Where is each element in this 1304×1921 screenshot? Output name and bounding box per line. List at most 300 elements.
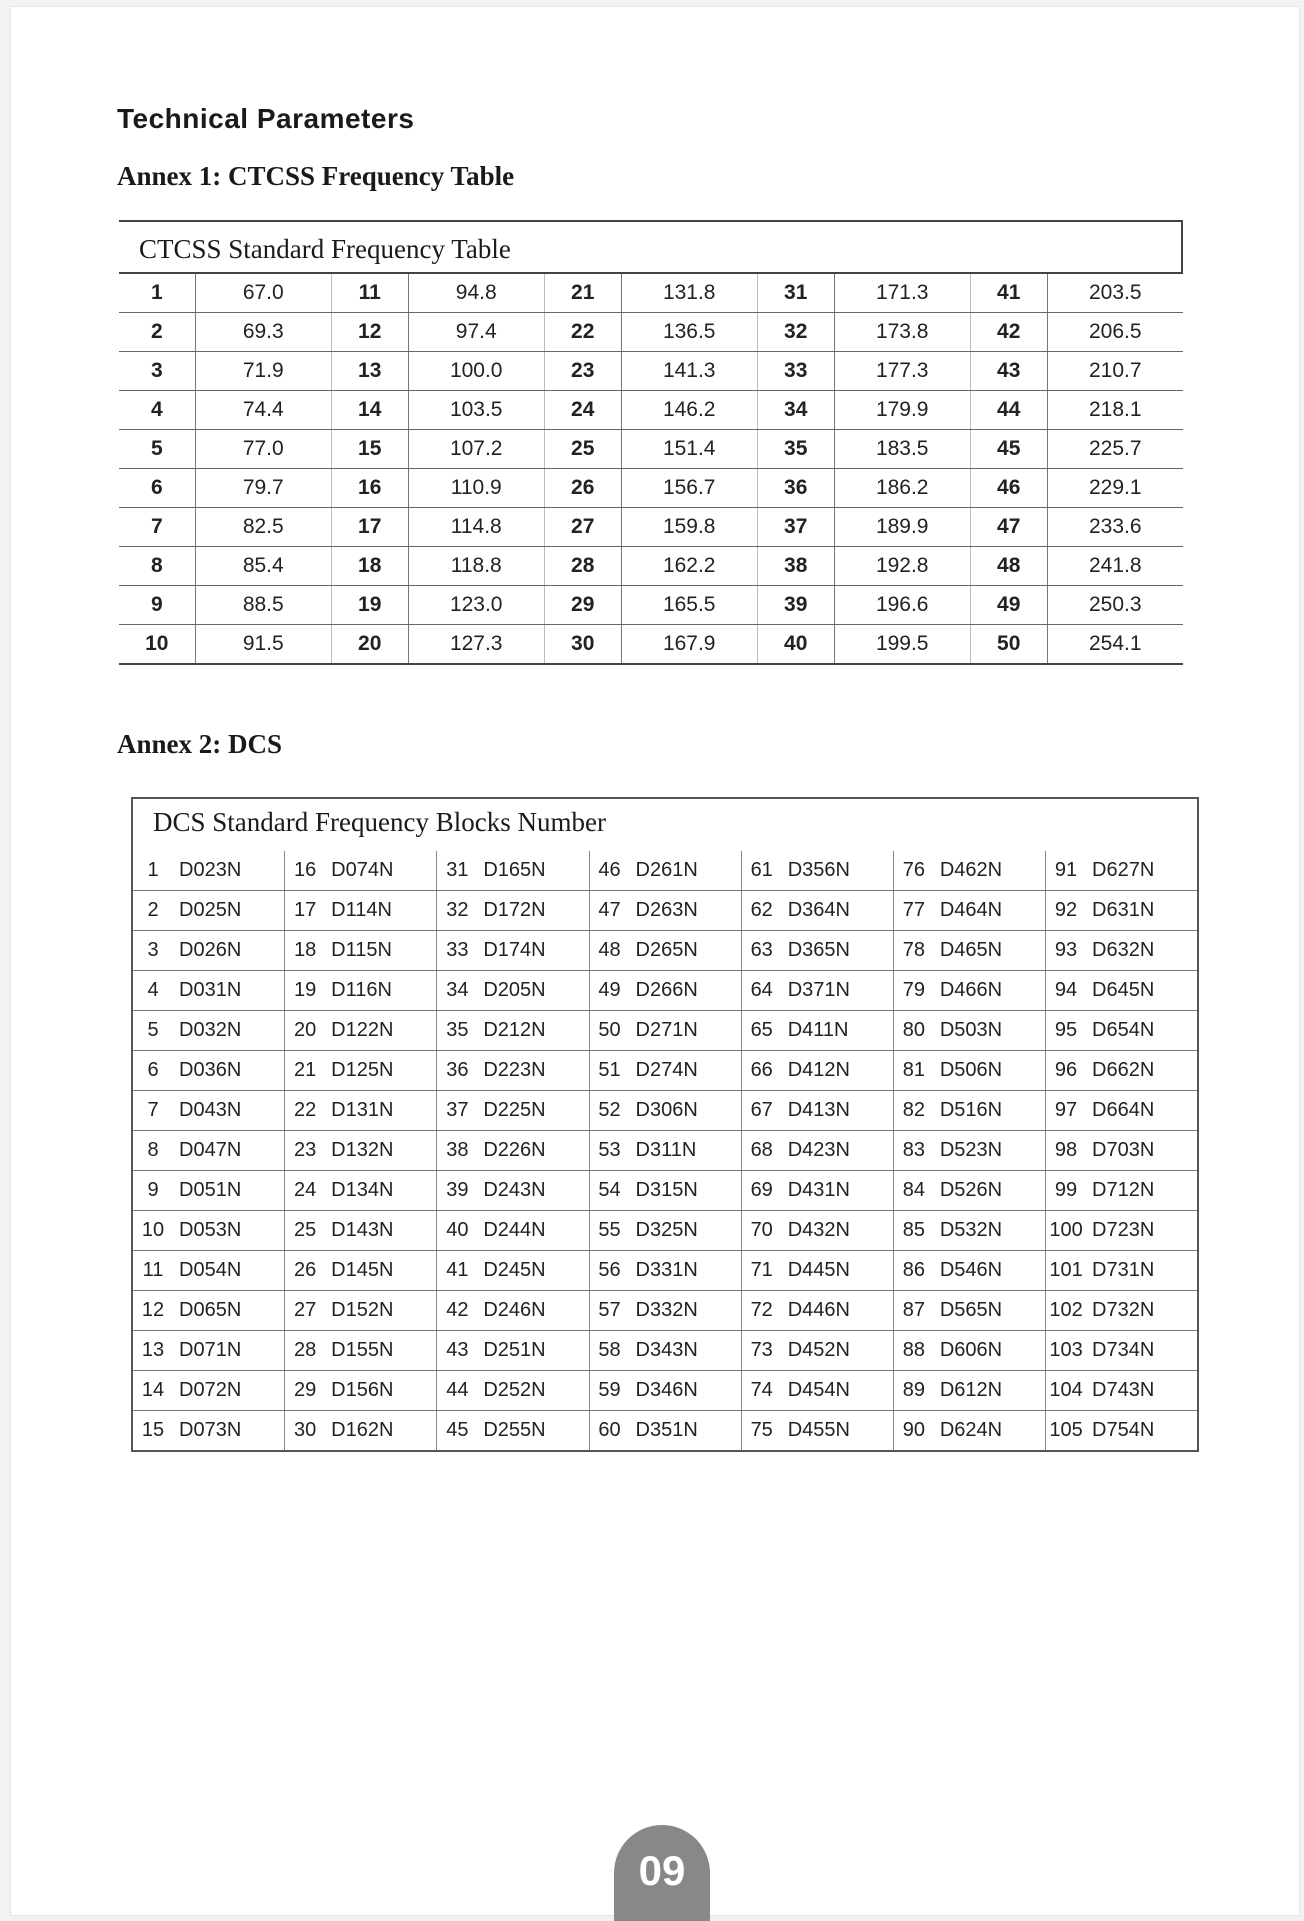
dcs-code: D073N <box>173 1411 285 1451</box>
dcs-index: 92 <box>1046 891 1087 931</box>
dcs-index: 33 <box>437 931 478 971</box>
dcs-index: 24 <box>285 1171 326 1211</box>
ctcss-frequency: 159.8 <box>621 508 757 547</box>
ctcss-index: 43 <box>970 352 1047 391</box>
dcs-code: D245N <box>477 1251 589 1291</box>
dcs-code: D565N <box>934 1291 1046 1331</box>
dcs-code: D072N <box>173 1371 285 1411</box>
ctcss-index: 23 <box>544 352 621 391</box>
ctcss-index: 7 <box>119 508 195 547</box>
dcs-code: D731N <box>1086 1251 1197 1291</box>
dcs-row <box>133 891 1197 931</box>
dcs-code: D266N <box>630 971 742 1011</box>
dcs-index: 64 <box>741 971 782 1011</box>
dcs-code: D455N <box>782 1411 894 1451</box>
dcs-code: D152N <box>325 1291 437 1331</box>
dcs-code: D051N <box>173 1171 285 1211</box>
dcs-code: D423N <box>782 1131 894 1171</box>
dcs-index: 42 <box>437 1291 478 1331</box>
dcs-code: D223N <box>477 1051 589 1091</box>
ctcss-frequency: 218.1 <box>1047 391 1183 430</box>
dcs-code: D371N <box>782 971 894 1011</box>
dcs-index: 41 <box>437 1251 478 1291</box>
dcs-index: 76 <box>893 851 934 891</box>
dcs-code: D134N <box>325 1171 437 1211</box>
ctcss-index: 11 <box>331 273 408 313</box>
dcs-index: 35 <box>437 1011 478 1051</box>
dcs-code: D465N <box>934 931 1046 971</box>
dcs-code: D244N <box>477 1211 589 1251</box>
dcs-row <box>133 971 1197 1011</box>
dcs-index: 21 <box>285 1051 326 1091</box>
dcs-code: D311N <box>630 1131 742 1171</box>
ctcss-index: 12 <box>331 313 408 352</box>
dcs-code: D071N <box>173 1331 285 1371</box>
dcs-code: D723N <box>1086 1211 1197 1251</box>
dcs-row <box>133 1251 1197 1291</box>
ctcss-index: 13 <box>331 352 408 391</box>
dcs-code: D432N <box>782 1211 894 1251</box>
ctcss-frequency: 114.8 <box>408 508 544 547</box>
dcs-table <box>133 851 1197 1450</box>
dcs-index: 48 <box>589 931 630 971</box>
dcs-index: 8 <box>133 1131 173 1171</box>
ctcss-frequency: 189.9 <box>834 508 970 547</box>
dcs-row <box>133 931 1197 971</box>
dcs-code: D225N <box>477 1091 589 1131</box>
dcs-index: 80 <box>893 1011 934 1051</box>
ctcss-index: 27 <box>544 508 621 547</box>
dcs-code: D325N <box>630 1211 742 1251</box>
ctcss-frequency: 225.7 <box>1047 430 1183 469</box>
ctcss-row <box>119 273 1183 313</box>
dcs-row <box>133 1411 1197 1451</box>
ctcss-frequency: 186.2 <box>834 469 970 508</box>
dcs-code: D026N <box>173 931 285 971</box>
dcs-index: 68 <box>741 1131 782 1171</box>
dcs-code: D734N <box>1086 1331 1197 1371</box>
dcs-code: D743N <box>1086 1371 1197 1411</box>
dcs-index: 81 <box>893 1051 934 1091</box>
ctcss-index: 41 <box>970 273 1047 313</box>
ctcss-frequency: 110.9 <box>408 469 544 508</box>
ctcss-frequency: 107.2 <box>408 430 544 469</box>
dcs-code: D265N <box>630 931 742 971</box>
dcs-index: 69 <box>741 1171 782 1211</box>
dcs-index: 57 <box>589 1291 630 1331</box>
dcs-index: 98 <box>1046 1131 1087 1171</box>
dcs-index: 87 <box>893 1291 934 1331</box>
dcs-code: D732N <box>1086 1291 1197 1331</box>
dcs-code: D516N <box>934 1091 1046 1131</box>
dcs-code: D712N <box>1086 1171 1197 1211</box>
ctcss-index: 49 <box>970 586 1047 625</box>
dcs-index: 6 <box>133 1051 173 1091</box>
dcs-code: D116N <box>325 971 437 1011</box>
dcs-code: D143N <box>325 1211 437 1251</box>
ctcss-table-caption: CTCSS Standard Frequency Table <box>139 234 511 264</box>
ctcss-index: 42 <box>970 313 1047 352</box>
dcs-index: 94 <box>1046 971 1087 1011</box>
ctcss-index: 32 <box>757 313 834 352</box>
dcs-index: 86 <box>893 1251 934 1291</box>
dcs-index: 40 <box>437 1211 478 1251</box>
dcs-index: 78 <box>893 931 934 971</box>
dcs-code: D612N <box>934 1371 1046 1411</box>
dcs-code: D053N <box>173 1211 285 1251</box>
ctcss-frequency: 199.5 <box>834 625 970 665</box>
ctcss-frequency: 173.8 <box>834 313 970 352</box>
dcs-code: D162N <box>325 1411 437 1451</box>
dcs-code: D532N <box>934 1211 1046 1251</box>
dcs-index: 72 <box>741 1291 782 1331</box>
manual-page <box>10 6 1300 1916</box>
dcs-index: 103 <box>1046 1331 1087 1371</box>
ctcss-index: 2 <box>119 313 195 352</box>
ctcss-frequency: 82.5 <box>195 508 331 547</box>
dcs-index: 95 <box>1046 1011 1087 1051</box>
dcs-code: D025N <box>173 891 285 931</box>
ctcss-frequency: 229.1 <box>1047 469 1183 508</box>
dcs-code: D155N <box>325 1331 437 1371</box>
dcs-code: D356N <box>782 851 894 891</box>
ctcss-row <box>119 430 1183 469</box>
ctcss-frequency: 151.4 <box>621 430 757 469</box>
dcs-index: 15 <box>141 1419 165 1441</box>
dcs-code: D664N <box>1086 1091 1197 1131</box>
ctcss-frequency: 254.1 <box>1047 625 1183 665</box>
ctcss-frequency: 171.3 <box>834 273 970 313</box>
dcs-table-caption: DCS Standard Frequency Blocks Number <box>153 807 606 837</box>
dcs-index: 93 <box>1046 931 1087 971</box>
ctcss-frequency: 118.8 <box>408 547 544 586</box>
dcs-index: 100 <box>1046 1211 1087 1251</box>
dcs-index: 56 <box>589 1251 630 1291</box>
dcs-code: D246N <box>477 1291 589 1331</box>
dcs-row <box>133 1211 1197 1251</box>
dcs-index: 54 <box>589 1171 630 1211</box>
ctcss-index: 30 <box>544 625 621 665</box>
dcs-index: 90 <box>902 1419 925 1441</box>
ctcss-frequency: 97.4 <box>408 313 544 352</box>
ctcss-index: 44 <box>970 391 1047 430</box>
ctcss-index: 29 <box>544 586 621 625</box>
dcs-index: 28 <box>285 1331 326 1371</box>
dcs-index: 5 <box>133 1011 173 1051</box>
ctcss-index: 9 <box>119 586 195 625</box>
dcs-code: D526N <box>934 1171 1046 1211</box>
dcs-code: D271N <box>630 1011 742 1051</box>
annex2-title: Annex 2: DCS <box>117 729 283 759</box>
ctcss-frequency: 88.5 <box>195 586 331 625</box>
dcs-index: 36 <box>437 1051 478 1091</box>
dcs-index: 46 <box>589 851 630 891</box>
ctcss-frequency: 156.7 <box>621 469 757 508</box>
ctcss-index: 22 <box>544 313 621 352</box>
ctcss-row <box>119 391 1183 430</box>
ctcss-frequency: 196.6 <box>834 586 970 625</box>
dcs-index: 2 <box>133 891 173 931</box>
ctcss-frequency: 177.3 <box>834 352 970 391</box>
dcs-code: D114N <box>325 891 437 931</box>
dcs-index: 45 <box>446 1419 469 1441</box>
dcs-code: D036N <box>173 1051 285 1091</box>
dcs-code: D754N <box>1092 1419 1155 1441</box>
ctcss-frequency: 162.2 <box>621 547 757 586</box>
dcs-code: D031N <box>173 971 285 1011</box>
dcs-index: 7 <box>133 1091 173 1131</box>
dcs-row <box>133 851 1197 891</box>
dcs-index: 37 <box>437 1091 478 1131</box>
dcs-index: 75 <box>750 1419 773 1441</box>
ctcss-frequency: 69.3 <box>195 313 331 352</box>
ctcss-index: 8 <box>119 547 195 586</box>
dcs-code: D274N <box>630 1051 742 1091</box>
dcs-code: D131N <box>325 1091 437 1131</box>
ctcss-index: 50 <box>970 625 1047 665</box>
ctcss-index: 21 <box>544 273 621 313</box>
dcs-index: 18 <box>285 931 326 971</box>
dcs-code: D122N <box>325 1011 437 1051</box>
dcs-code: D251N <box>477 1331 589 1371</box>
dcs-index: 84 <box>893 1171 934 1211</box>
dcs-code: D412N <box>782 1051 894 1091</box>
dcs-index: 88 <box>893 1331 934 1371</box>
ctcss-index: 34 <box>757 391 834 430</box>
dcs-code: D115N <box>325 931 437 971</box>
dcs-code: D624N <box>934 1411 1046 1451</box>
dcs-code: D074N <box>325 851 437 891</box>
ctcss-table-block <box>119 220 1183 665</box>
ctcss-index: 1 <box>119 273 195 313</box>
dcs-index: 99 <box>1046 1171 1087 1211</box>
ctcss-index: 17 <box>331 508 408 547</box>
dcs-code: D454N <box>782 1371 894 1411</box>
ctcss-index: 4 <box>119 391 195 430</box>
dcs-index: 27 <box>285 1291 326 1331</box>
dcs-index: 83 <box>893 1131 934 1171</box>
ctcss-index: 35 <box>757 430 834 469</box>
dcs-index: 38 <box>437 1131 478 1171</box>
dcs-code: D125N <box>325 1051 437 1091</box>
dcs-index: 60 <box>598 1419 621 1441</box>
ctcss-index: 47 <box>970 508 1047 547</box>
ctcss-row <box>119 547 1183 586</box>
ctcss-frequency: 67.0 <box>195 273 331 313</box>
ctcss-frequency: 91.5 <box>195 625 331 665</box>
dcs-index: 19 <box>285 971 326 1011</box>
dcs-code: D172N <box>477 891 589 931</box>
dcs-index: 47 <box>589 891 630 931</box>
dcs-row <box>133 1091 1197 1131</box>
dcs-code: D627N <box>1086 851 1197 891</box>
dcs-code: D306N <box>630 1091 742 1131</box>
ctcss-index: 19 <box>331 586 408 625</box>
dcs-index: 96 <box>1046 1051 1087 1091</box>
ctcss-frequency: 77.0 <box>195 430 331 469</box>
ctcss-index: 24 <box>544 391 621 430</box>
dcs-index: 97 <box>1046 1091 1087 1131</box>
dcs-code: D503N <box>934 1011 1046 1051</box>
dcs-code: D506N <box>934 1051 1046 1091</box>
dcs-index: 62 <box>741 891 782 931</box>
ctcss-index: 25 <box>544 430 621 469</box>
dcs-code: D365N <box>782 931 894 971</box>
ctcss-index: 16 <box>331 469 408 508</box>
dcs-row <box>133 1011 1197 1051</box>
dcs-index: 16 <box>285 851 326 891</box>
dcs-code: D523N <box>934 1131 1046 1171</box>
ctcss-index: 28 <box>544 547 621 586</box>
dcs-code: D654N <box>1086 1011 1197 1051</box>
dcs-code: D212N <box>477 1011 589 1051</box>
dcs-index: 39 <box>437 1171 478 1211</box>
dcs-index: 89 <box>893 1371 934 1411</box>
ctcss-frequency: 79.7 <box>195 469 331 508</box>
dcs-code: D065N <box>173 1291 285 1331</box>
dcs-code: D662N <box>1086 1051 1197 1091</box>
ctcss-frequency: 167.9 <box>621 625 757 665</box>
dcs-index: 14 <box>133 1371 173 1411</box>
dcs-index: 12 <box>133 1291 173 1331</box>
ctcss-frequency: 85.4 <box>195 547 331 586</box>
dcs-code: D205N <box>477 971 589 1011</box>
page-number-badge: 09 <box>614 1825 710 1921</box>
dcs-index: 58 <box>589 1331 630 1371</box>
ctcss-frequency: 71.9 <box>195 352 331 391</box>
dcs-code: D452N <box>782 1331 894 1371</box>
dcs-index: 32 <box>437 891 478 931</box>
ctcss-index: 38 <box>757 547 834 586</box>
dcs-code: D174N <box>477 931 589 971</box>
dcs-index: 34 <box>437 971 478 1011</box>
dcs-index: 11 <box>133 1251 173 1291</box>
dcs-index: 49 <box>589 971 630 1011</box>
dcs-index: 31 <box>437 851 478 891</box>
ctcss-index: 33 <box>757 352 834 391</box>
ctcss-frequency: 206.5 <box>1047 313 1183 352</box>
ctcss-frequency: 146.2 <box>621 391 757 430</box>
dcs-code: D047N <box>173 1131 285 1171</box>
dcs-row <box>133 1331 1197 1371</box>
ctcss-table <box>119 272 1183 665</box>
ctcss-frequency: 250.3 <box>1047 586 1183 625</box>
ctcss-index: 39 <box>757 586 834 625</box>
ctcss-index: 10 <box>119 625 195 665</box>
dcs-index: 26 <box>285 1251 326 1291</box>
ctcss-frequency: 141.3 <box>621 352 757 391</box>
ctcss-frequency: 203.5 <box>1047 273 1183 313</box>
ctcss-index: 14 <box>331 391 408 430</box>
ctcss-index: 40 <box>757 625 834 665</box>
ctcss-row <box>119 352 1183 391</box>
ctcss-index: 20 <box>331 625 408 665</box>
dcs-code: D054N <box>173 1251 285 1291</box>
dcs-code: D346N <box>630 1371 742 1411</box>
dcs-code: D464N <box>934 891 1046 931</box>
ctcss-frequency: 192.8 <box>834 547 970 586</box>
dcs-index: 4 <box>133 971 173 1011</box>
dcs-code: D462N <box>934 851 1046 891</box>
dcs-index: 102 <box>1046 1291 1087 1331</box>
dcs-code: D446N <box>782 1291 894 1331</box>
ctcss-index: 3 <box>119 352 195 391</box>
ctcss-index: 18 <box>331 547 408 586</box>
ctcss-row <box>119 508 1183 547</box>
ctcss-frequency: 100.0 <box>408 352 544 391</box>
dcs-index: 3 <box>133 931 173 971</box>
dcs-index: 55 <box>589 1211 630 1251</box>
dcs-code: D023N <box>173 851 285 891</box>
ctcss-caption-frame <box>119 220 1183 272</box>
dcs-index: 66 <box>741 1051 782 1091</box>
dcs-code: D145N <box>325 1251 437 1291</box>
dcs-row <box>133 1291 1197 1331</box>
dcs-row <box>133 1371 1197 1411</box>
ctcss-frequency: 103.5 <box>408 391 544 430</box>
dcs-code: D631N <box>1086 891 1197 931</box>
dcs-index: 29 <box>285 1371 326 1411</box>
dcs-index: 59 <box>589 1371 630 1411</box>
dcs-index: 50 <box>589 1011 630 1051</box>
ctcss-frequency: 127.3 <box>408 625 544 665</box>
dcs-code: D132N <box>325 1131 437 1171</box>
dcs-index: 20 <box>285 1011 326 1051</box>
dcs-code: D703N <box>1086 1131 1197 1171</box>
dcs-table-block <box>131 797 1199 1452</box>
dcs-index: 85 <box>893 1211 934 1251</box>
dcs-code: D431N <box>782 1171 894 1211</box>
dcs-code: D413N <box>782 1091 894 1131</box>
ctcss-row <box>119 586 1183 625</box>
dcs-code: D466N <box>934 971 1046 1011</box>
ctcss-index: 37 <box>757 508 834 547</box>
dcs-index: 51 <box>589 1051 630 1091</box>
dcs-index: 44 <box>437 1371 478 1411</box>
dcs-index: 13 <box>133 1331 173 1371</box>
dcs-row <box>133 1131 1197 1171</box>
dcs-index: 71 <box>741 1251 782 1291</box>
ctcss-frequency: 123.0 <box>408 586 544 625</box>
dcs-code: D351N <box>630 1411 742 1451</box>
ctcss-row <box>119 313 1183 352</box>
dcs-index: 67 <box>741 1091 782 1131</box>
dcs-row <box>133 1171 1197 1211</box>
dcs-code: D411N <box>782 1011 894 1051</box>
dcs-index: 1 <box>133 851 173 891</box>
dcs-code: D243N <box>477 1171 589 1211</box>
dcs-code: D263N <box>630 891 742 931</box>
dcs-index: 79 <box>893 971 934 1011</box>
ctcss-frequency: 131.8 <box>621 273 757 313</box>
dcs-index: 53 <box>589 1131 630 1171</box>
dcs-index: 104 <box>1046 1371 1087 1411</box>
ctcss-index: 5 <box>119 430 195 469</box>
dcs-code: D032N <box>173 1011 285 1051</box>
dcs-code: D331N <box>630 1251 742 1291</box>
dcs-code: D606N <box>934 1331 1046 1371</box>
dcs-index: 105 <box>1049 1419 1083 1441</box>
ctcss-frequency: 241.8 <box>1047 547 1183 586</box>
ctcss-frequency: 94.8 <box>408 273 544 313</box>
dcs-code: D226N <box>477 1131 589 1171</box>
dcs-code: D645N <box>1086 971 1197 1011</box>
ctcss-frequency: 179.9 <box>834 391 970 430</box>
ctcss-frequency: 183.5 <box>834 430 970 469</box>
dcs-code: D156N <box>325 1371 437 1411</box>
ctcss-frequency: 210.7 <box>1047 352 1183 391</box>
dcs-index: 43 <box>437 1331 478 1371</box>
